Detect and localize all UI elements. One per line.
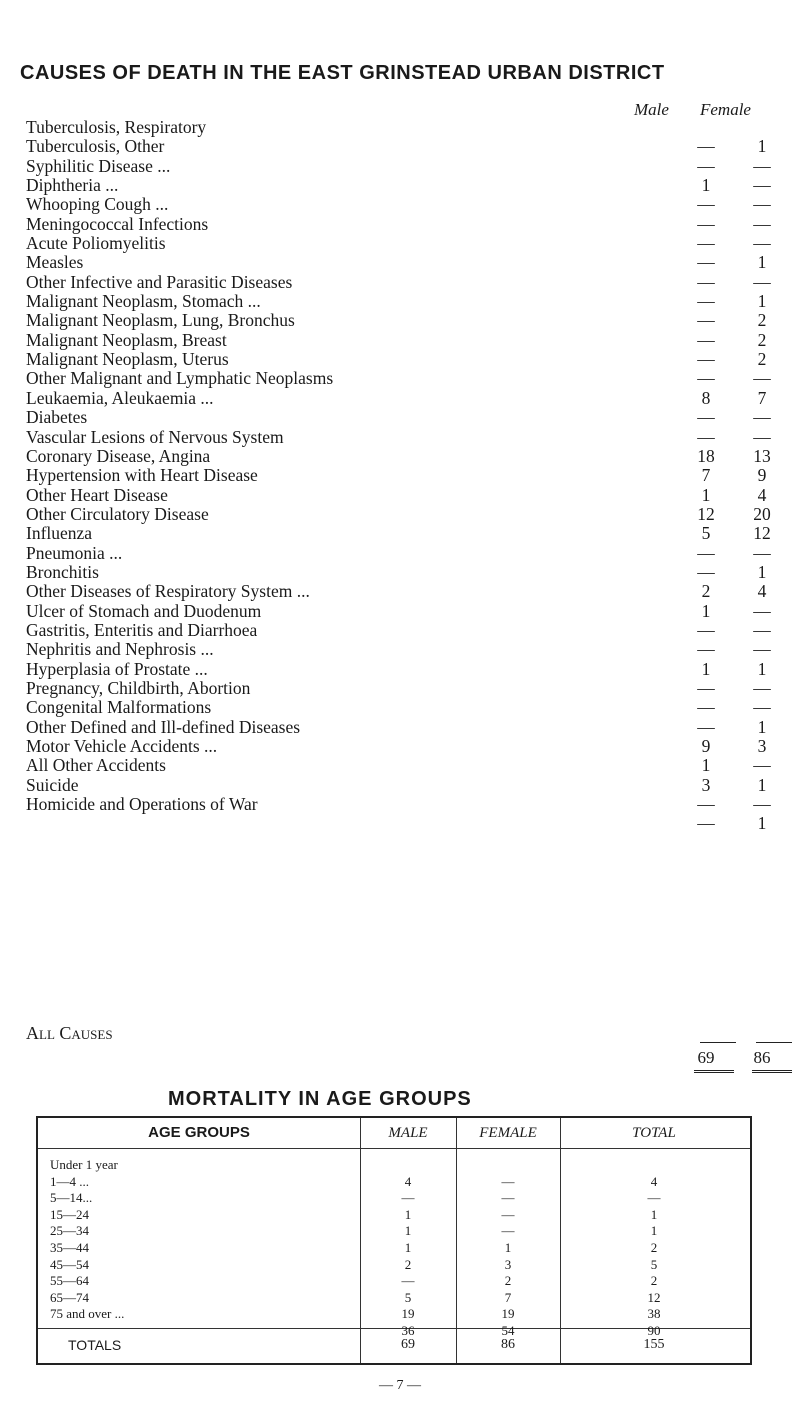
cause-female-count: 2 — [757, 329, 767, 350]
age-male: 5 — [404, 1289, 412, 1305]
age-female: 7 — [504, 1289, 512, 1305]
all-causes-male: 69 — [697, 1048, 715, 1067]
cause-female-count: 3 — [757, 736, 767, 756]
cause-female-count: — — [753, 600, 771, 621]
cause-row — [26, 428, 786, 447]
cause-name: All Other Accidents — [26, 755, 166, 776]
totals-male: 69 — [401, 1337, 415, 1352]
age-total: 2 — [650, 1273, 658, 1289]
cause-male-count: 9 — [701, 736, 711, 756]
cause-female-count: — — [753, 407, 771, 428]
cause-name: Measles — [26, 252, 84, 273]
cause-row — [26, 157, 786, 176]
cause-male-count: 5 — [701, 523, 711, 544]
age-total: 12 — [647, 1289, 661, 1305]
cause-male-count: — — [697, 561, 715, 582]
page-title: CAUSES OF DEATH IN THE EAST GRINSTEAD URBAN DISTRICT — [20, 62, 665, 84]
cause-row — [26, 718, 786, 737]
cause-female-count: — — [753, 233, 771, 254]
cause-male-count: — — [697, 619, 715, 640]
cause-name: Tuberculosis, Other — [26, 136, 165, 157]
cause-row — [26, 292, 786, 311]
age-female: — — [501, 1190, 515, 1206]
age-male: 1 — [404, 1240, 412, 1255]
cause-row — [26, 253, 786, 272]
cause-male-count: 1 — [701, 755, 711, 776]
cause-male-count: 3 — [701, 774, 711, 795]
header-male: MALE — [388, 1125, 428, 1141]
age-group-label: 1—4 ... — [50, 1173, 89, 1189]
cause-row — [26, 756, 786, 775]
cause-row — [26, 776, 786, 795]
cause-row — [26, 640, 786, 659]
male-column-header: Male — [634, 100, 669, 119]
cause-male-count: — — [697, 155, 715, 176]
cause-row — [26, 331, 786, 350]
age-groups-table — [36, 1116, 752, 1365]
cause-male-count: 2 — [701, 581, 711, 602]
age-female: 3 — [504, 1256, 512, 1272]
header-total: TOTAL — [632, 1125, 676, 1141]
cause-row — [26, 737, 786, 756]
age-group-label: 55—64 — [50, 1273, 89, 1289]
cause-name: Coronary Disease, Angina — [26, 445, 211, 466]
cause-row — [26, 524, 786, 543]
age-total: 2 — [650, 1240, 658, 1255]
cause-female-count: 1 — [757, 774, 767, 795]
cause-female-count: 1 — [757, 813, 767, 834]
cause-name: Influenza — [26, 523, 93, 544]
cause-name: Bronchitis — [26, 561, 99, 582]
cause-female-count: — — [753, 175, 771, 196]
cause-name: Ulcer of Stomach and Duodenum — [26, 600, 262, 621]
cause-row — [26, 505, 786, 524]
cause-female-count: — — [753, 194, 771, 215]
age-female: 1 — [504, 1240, 512, 1255]
page-number: — 7 — — [379, 1378, 421, 1393]
cause-male-count: — — [697, 426, 715, 447]
cause-male-count: — — [697, 542, 715, 563]
cause-male-count: — — [697, 213, 715, 234]
cause-name: Hyperplasia of Prostate ... — [26, 658, 208, 679]
age-total: 5 — [650, 1256, 658, 1272]
cause-female-count: 1 — [757, 291, 767, 312]
cause-name: Syphilitic Disease ... — [26, 155, 171, 176]
cause-female-count: 2 — [757, 349, 767, 370]
all-causes-female: 86 — [753, 1048, 771, 1067]
cause-male-count: — — [697, 677, 715, 698]
cause-name: Pneumonia ... — [26, 542, 123, 563]
cause-female-count: 4 — [757, 581, 767, 602]
cause-row — [26, 408, 786, 427]
cause-row — [26, 466, 786, 485]
cause-female-count: — — [753, 213, 771, 234]
age-male: 1 — [404, 1206, 412, 1222]
cause-male-count: — — [697, 639, 715, 660]
age-male: — — [401, 1190, 415, 1206]
age-group-label: Under 1 year — [50, 1157, 118, 1172]
age-male: 2 — [404, 1256, 412, 1272]
cause-row — [26, 215, 786, 234]
cause-male-count: — — [697, 407, 715, 428]
cause-female-count: — — [753, 794, 771, 815]
age-female: — — [501, 1223, 515, 1239]
cause-female-count: — — [753, 677, 771, 698]
cause-row — [26, 563, 786, 582]
age-row — [38, 1274, 750, 1288]
cause-name: Homicide and Operations of War — [26, 794, 258, 815]
cause-male-count: — — [697, 271, 715, 292]
age-male: 1 — [404, 1223, 412, 1239]
cause-name: Suicide — [26, 774, 79, 795]
cause-row — [26, 350, 786, 369]
female-column-header: Female — [700, 100, 751, 119]
age-female: 2 — [504, 1273, 512, 1289]
cause-male-count: 12 — [697, 503, 715, 524]
cause-name: Other Circulatory Disease — [26, 503, 209, 524]
cause-female-count: — — [753, 639, 771, 660]
cause-row — [26, 234, 786, 253]
cause-male-count: 1 — [701, 484, 711, 505]
cause-name: Acute Poliomyelitis — [26, 233, 166, 254]
cause-name: Diphtheria ... — [26, 175, 119, 196]
age-male: — — [401, 1273, 415, 1289]
age-total: — — [647, 1190, 661, 1206]
total-rule-female — [756, 1042, 792, 1043]
cause-female-count: 1 — [757, 136, 767, 157]
cause-male-count: — — [697, 697, 715, 718]
cause-male-count: 7 — [701, 465, 711, 486]
cause-row — [26, 118, 786, 137]
cause-row — [26, 660, 786, 679]
cause-row — [26, 137, 786, 156]
header-divider — [38, 1148, 750, 1149]
double-rule-male — [694, 1070, 734, 1073]
cause-male-count: 18 — [697, 445, 715, 466]
causes-list — [26, 118, 786, 834]
cause-female-count: 13 — [753, 445, 771, 466]
age-total: 90 — [647, 1323, 661, 1338]
cause-female-count: 2 — [757, 310, 767, 331]
age-female: 54 — [501, 1323, 515, 1338]
cause-name: Pregnancy, Childbirth, Abortion — [26, 677, 251, 698]
cause-name: Diabetes — [26, 407, 88, 428]
totals-total: 155 — [643, 1337, 665, 1352]
age-total: 1 — [650, 1206, 658, 1222]
cause-female-count: 9 — [757, 465, 767, 486]
cause-female-count: 1 — [757, 716, 767, 737]
cause-name: Vascular Lesions of Nervous System — [26, 426, 284, 447]
age-group-label: 75 and over ... — [50, 1306, 125, 1322]
header-age-groups: AGE GROUPS — [148, 1124, 250, 1141]
cause-male-count: 1 — [701, 600, 711, 621]
cause-name: Hypertension with Heart Disease — [26, 465, 258, 486]
cause-female-count: 1 — [757, 252, 767, 273]
header-female: FEMALE — [479, 1125, 537, 1141]
cause-female-count: 7 — [757, 387, 767, 408]
cause-row — [26, 582, 786, 601]
age-row — [38, 1175, 750, 1189]
cause-male-count: 8 — [701, 387, 711, 408]
cause-female-count: — — [753, 271, 771, 292]
cause-row — [26, 176, 786, 195]
cause-male-count: — — [697, 794, 715, 815]
cause-male-count: 1 — [701, 175, 711, 196]
cause-female-count: — — [753, 426, 771, 447]
cause-female-count: — — [753, 155, 771, 176]
cause-male-count: — — [697, 252, 715, 273]
cause-male-count: 1 — [701, 658, 711, 679]
cause-name: Malignant Neoplasm, Lung, Bronchus — [26, 310, 295, 331]
age-group-label: 45—54 — [50, 1256, 89, 1272]
cause-male-count: — — [697, 194, 715, 215]
age-male: 4 — [404, 1173, 412, 1189]
cause-male-count: — — [697, 329, 715, 350]
cause-name: Meningococcal Infections — [26, 213, 209, 234]
age-group-label: 5—14... — [50, 1190, 93, 1206]
cause-name: Gastritis, Enteritis and Diarrhoea — [26, 619, 258, 640]
age-male: 19 — [401, 1306, 415, 1322]
cause-row — [26, 369, 786, 388]
cause-row — [26, 621, 786, 640]
age-group-label: 25—34 — [50, 1223, 89, 1239]
cause-name: Malignant Neoplasm, Stomach ... — [26, 291, 261, 312]
cause-female-count: — — [753, 697, 771, 718]
cause-name: Malignant Neoplasm, Uterus — [26, 349, 229, 370]
cause-row — [26, 698, 786, 717]
age-group-label: 15—24 — [50, 1206, 89, 1222]
age-total: 1 — [650, 1223, 658, 1239]
cause-male-count: — — [697, 291, 715, 312]
cause-row — [26, 311, 786, 330]
age-row — [38, 1291, 750, 1305]
cause-row — [26, 195, 786, 214]
total-rule-male — [700, 1042, 736, 1043]
cause-male-count: — — [697, 716, 715, 737]
cause-row — [26, 389, 786, 408]
age-total: 38 — [647, 1306, 661, 1322]
cause-name: Congenital Malformations — [26, 697, 212, 718]
cause-female-count: 1 — [757, 658, 767, 679]
cause-row — [26, 273, 786, 292]
age-row — [38, 1158, 750, 1172]
cause-name: Other Infective and Parasitic Diseases — [26, 271, 293, 292]
totals-row — [38, 1330, 750, 1360]
age-row — [38, 1258, 750, 1272]
age-female: 19 — [501, 1306, 515, 1322]
cause-row — [26, 795, 786, 814]
totals-label: TOTALS — [68, 1337, 122, 1353]
cause-female-count: 1 — [757, 561, 767, 582]
age-row — [38, 1191, 750, 1205]
cause-female-count: — — [753, 542, 771, 563]
cause-name: Malignant Neoplasm, Breast — [26, 329, 227, 350]
cause-male-count: — — [697, 233, 715, 254]
cause-row — [26, 544, 786, 563]
cause-female-count: — — [753, 368, 771, 389]
age-row — [38, 1224, 750, 1238]
cause-row — [26, 447, 786, 466]
cause-name: Other Diseases of Respiratory System ... — [26, 581, 310, 602]
cause-male-count: — — [697, 813, 715, 834]
age-total: 4 — [650, 1173, 658, 1189]
age-group-label: 65—74 — [50, 1289, 89, 1305]
age-row — [38, 1241, 750, 1255]
age-female: — — [501, 1206, 515, 1222]
age-female: — — [501, 1173, 515, 1189]
cause-name: Nephritis and Nephrosis ... — [26, 639, 214, 660]
cause-row — [26, 486, 786, 505]
cause-name: Motor Vehicle Accidents ... — [26, 736, 218, 756]
age-groups-title: MORTALITY IN AGE GROUPS — [168, 1088, 472, 1110]
all-causes-label: All Causes — [26, 1023, 113, 1043]
age-group-label: 35—44 — [50, 1240, 89, 1255]
totals-female: 86 — [501, 1337, 515, 1352]
cause-name: Tuberculosis, Respiratory — [26, 117, 207, 137]
cause-male-count: — — [697, 310, 715, 331]
double-rule-female — [752, 1070, 792, 1073]
cause-name: Other Defined and Ill-defined Diseases — [26, 716, 301, 737]
cause-row — [26, 602, 786, 621]
cause-female-count: — — [753, 755, 771, 776]
cause-male-count: — — [697, 368, 715, 389]
cause-female-count: — — [753, 619, 771, 640]
age-row — [38, 1307, 750, 1321]
cause-name: Other Heart Disease — [26, 484, 168, 505]
cause-row — [26, 679, 786, 698]
cause-name: Other Malignant and Lymphatic Neoplasms — [26, 368, 334, 389]
cause-female-count: 4 — [757, 484, 767, 505]
cause-row — [26, 814, 786, 833]
cause-female-count: 20 — [753, 503, 771, 524]
cause-male-count: — — [697, 349, 715, 370]
cause-male-count: — — [697, 136, 715, 157]
age-male: 36 — [401, 1323, 415, 1338]
cause-name: Whooping Cough ... — [26, 194, 169, 215]
age-row — [38, 1208, 750, 1222]
cause-female-count: 12 — [753, 523, 771, 544]
cause-name: Leukaemia, Aleukaemia ... — [26, 387, 214, 408]
